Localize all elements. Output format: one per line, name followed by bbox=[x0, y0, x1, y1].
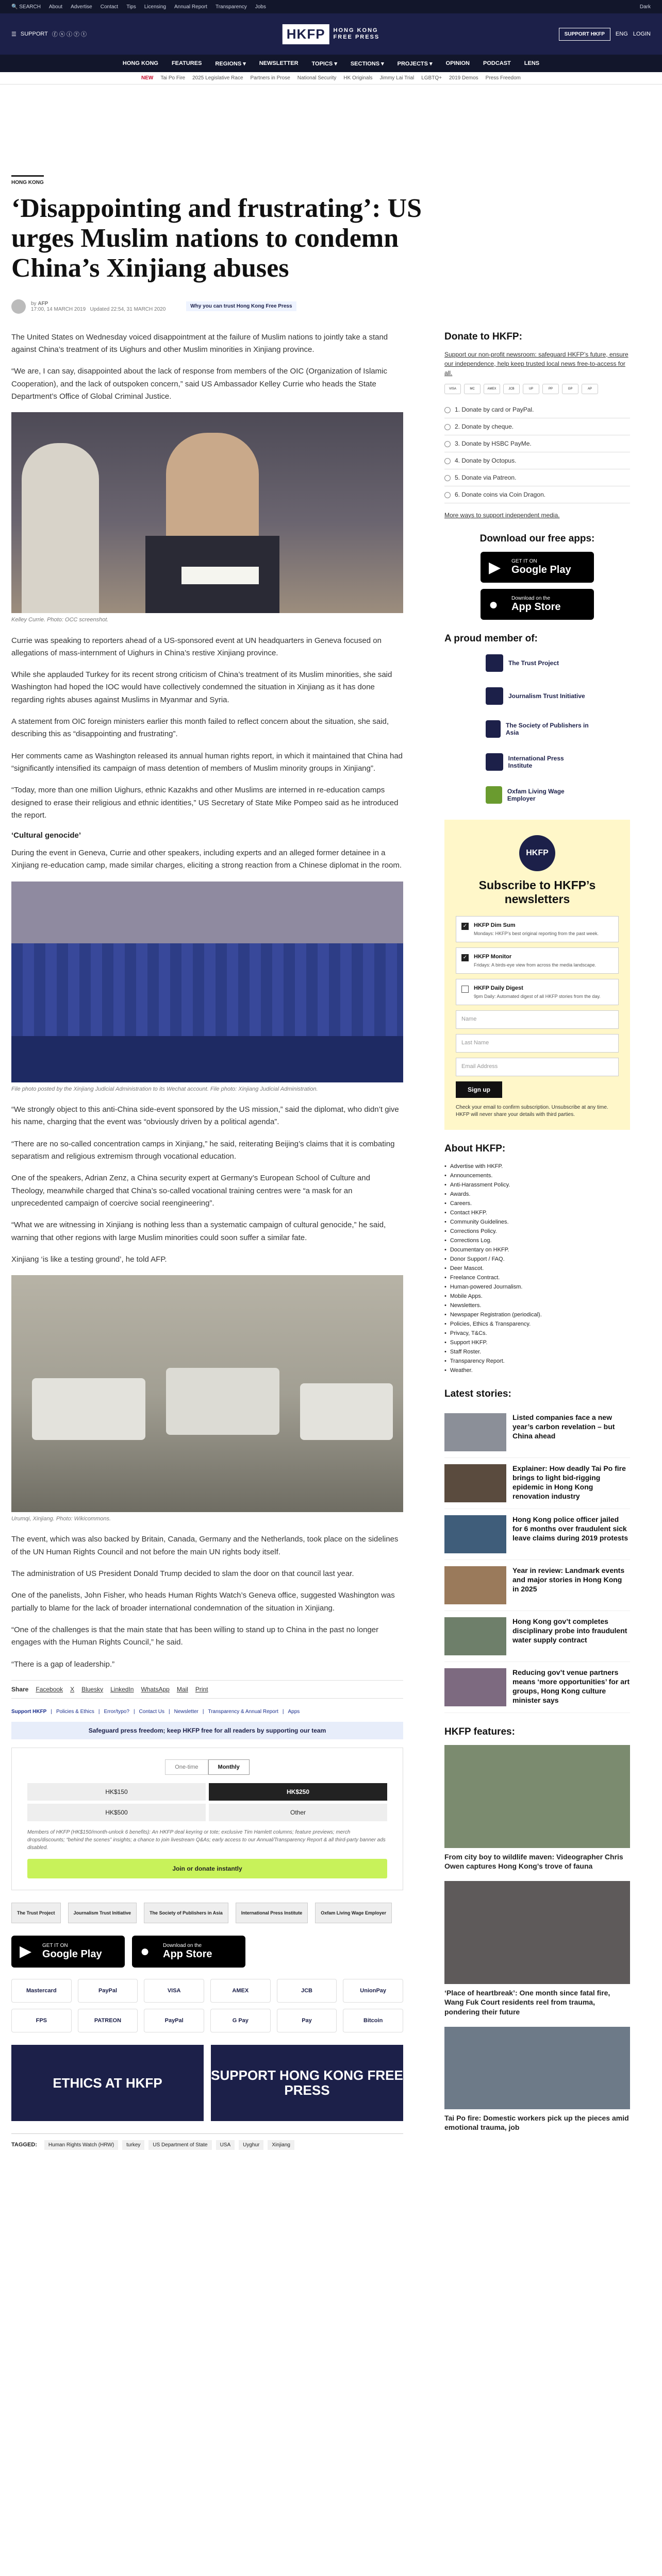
amount-other[interactable]: Other bbox=[209, 1804, 387, 1821]
byline: by AFP 17:00, 14 MARCH 2019 Updated 22:54, 31 MARCH 2020 Why you can trust Hong Kong Free Press bbox=[11, 299, 651, 314]
membership-note: Members of HKFP (HK$150/month-unlock 6 benefits): An HKFP deal keyring or tote; exclusive Tim Hamlett columns; feature previews; merch drops/discounts; “behind the scenes” insights; a chance to join livestream Q&As; early access to our Annual/Transparency Report & all third-party banner ads disabled. bbox=[27, 1829, 386, 1851]
amount-option[interactable]: HK$150 bbox=[27, 1783, 206, 1801]
card-icon: AP bbox=[582, 384, 598, 394]
tag-list bbox=[11, 2133, 403, 2150]
share-x[interactable]: X bbox=[70, 1685, 75, 1693]
site-logo[interactable]: HKFP HONG KONG FREE PRESS bbox=[283, 24, 379, 44]
tag[interactable]: Xinjiang bbox=[268, 2140, 294, 2150]
transparency-link[interactable]: Transparency bbox=[215, 4, 247, 10]
nav-newsletter[interactable]: NEWSLETTER bbox=[259, 60, 299, 66]
trending-link[interactable]: Press Freedom bbox=[485, 75, 521, 81]
ipi-badge[interactable]: International Press Institute bbox=[486, 751, 589, 773]
footer-links: Support HKFP | Policies & Ethics | Error/typo? | Contact Us | Newsletter | Transparency & Annual Report | Apps bbox=[11, 1708, 300, 1715]
story-thumbnail bbox=[444, 1464, 506, 1502]
trust-project-icon bbox=[486, 654, 503, 672]
article-title: ‘Disappointing and frustrating’: US urges Muslim nations to condemn China’s Xinjiang abuses bbox=[11, 194, 422, 283]
play-icon: ▶ bbox=[489, 558, 501, 576]
newsletter-signup bbox=[444, 820, 630, 1130]
story-item[interactable]: Year in review: Landmark events and major stories in Hong Kong in 2025 bbox=[444, 1560, 630, 1611]
updated-date: Updated 22:54, 31 MARCH 2020 bbox=[90, 306, 166, 312]
jti-logo[interactable]: Journalism Trust Initiative bbox=[68, 1903, 137, 1923]
feature-image[interactable] bbox=[444, 2027, 630, 2109]
nav-sections[interactable]: SECTIONS ▾ bbox=[350, 60, 384, 67]
about-link[interactable]: • Documentary on HKFP. bbox=[444, 1245, 630, 1255]
paragraph: “We are, I can say, disappointed about the lack of response from members of the OIC (Organization of Islamic Cooperation), and the lack of outspoken concern,” said US Ambassador Kelley Currie who heads the State Department’s Office of Global Criminal Justice. bbox=[11, 367, 387, 401]
apple-icon: ● bbox=[140, 1942, 150, 1960]
trending-link[interactable]: LGBTQ+ bbox=[421, 75, 442, 81]
support-banner: Safeguard press freedom; keep HKFP free for all readers by supporting our team bbox=[11, 1722, 403, 1739]
member-panel bbox=[444, 633, 630, 806]
sopa-icon bbox=[486, 720, 501, 738]
paragraph: One of the panelists, John Fisher, who heads Human Rights Watch’s Geneva office, suggested Washington was partially to blame for the lack of broader international condemnation of the situation in Xinjiang. bbox=[11, 1591, 395, 1613]
feature-title[interactable]: From city boy to wildlife maven: Videographer Chris Owen captures Hong Kong’s trove of fauna bbox=[444, 1852, 623, 1871]
about-link[interactable]: • Advertise with HKFP. bbox=[444, 1162, 630, 1171]
about-link[interactable]: • Policies, Ethics & Transparency. bbox=[444, 1319, 630, 1329]
about-link[interactable]: • Human-powered Journalism. bbox=[444, 1282, 630, 1292]
donate-option[interactable]: 4. Donate by Octopus. bbox=[444, 452, 630, 469]
support-link[interactable]: Support HKFP bbox=[11, 1708, 47, 1715]
contact-link[interactable]: Contact Us bbox=[139, 1708, 165, 1715]
first-name-input[interactable]: Name bbox=[456, 1010, 619, 1029]
caption: Kelley Currie. Photo: OCC screenshot. bbox=[11, 617, 109, 623]
feature-image[interactable] bbox=[444, 1881, 630, 1984]
about-link[interactable]: • Newsletters. bbox=[444, 1301, 630, 1310]
new-badge: NEW bbox=[141, 75, 154, 81]
feature-image[interactable] bbox=[444, 1745, 630, 1848]
about-link[interactable]: • Newspaper Registration (periodical). bbox=[444, 1310, 630, 1319]
about-link[interactable]: • Donor Support / FAQ. bbox=[444, 1255, 630, 1264]
mastercard-logo: Mastercard bbox=[11, 1979, 72, 2003]
card-icon: JCB bbox=[503, 384, 520, 394]
paragraph: Currie was speaking to reporters ahead of a US-sponsored event at UN headquarters in Geneva focused on allegations of mass-internment of Uighurs in China’s restive Xinjiang province. bbox=[11, 636, 382, 657]
email-input[interactable]: Email Address bbox=[456, 1058, 619, 1076]
donate-heading: Donate to HKFP: bbox=[444, 331, 522, 342]
caption: Urumqi, Xinjiang. Photo: Wikicommons. bbox=[11, 1516, 111, 1522]
jti-icon bbox=[486, 687, 503, 705]
paragraph: While she applauded Turkey for its recent strong criticism of China’s treatment of its Muslim minorities, she said Washington had hoped the IOC would have collectively condemned the situation in Xinjiang as it has done regarding rights abuses against Muslims in Myanmar and Syria. bbox=[11, 670, 392, 704]
tag[interactable]: turkey bbox=[122, 2140, 144, 2150]
donate-option[interactable]: 6. Donate coins via Coin Dragon. bbox=[444, 486, 630, 503]
card-icon: MC bbox=[464, 384, 481, 394]
newsletter-option-digest[interactable]: HKFP Daily Digest 9pm Daily: Automated digest of all HKFP stories from the day. bbox=[456, 979, 619, 1005]
about-link[interactable]: • Mobile Apps. bbox=[444, 1292, 630, 1301]
support-banner-image[interactable]: SUPPORT HONG KONG FREE PRESS bbox=[211, 2045, 403, 2121]
share-label: Share bbox=[11, 1685, 29, 1693]
unionpay-logo: UnionPay bbox=[343, 1979, 403, 2003]
about-link[interactable]: • Corrections Log. bbox=[444, 1236, 630, 1245]
about-heading: About HKFP: bbox=[444, 1143, 506, 1154]
fps-logo: FPS bbox=[11, 2009, 72, 2032]
paragraph: Xinjiang ‘is like a testing ground’, he told AFP. bbox=[11, 1255, 167, 1264]
newsletter-link[interactable]: Newsletter bbox=[174, 1708, 198, 1715]
share-facebook[interactable]: Facebook bbox=[36, 1685, 63, 1693]
paragraph: “There is a gap of leadership.” bbox=[11, 1659, 115, 1669]
paragraph: “One of the challenges is that the main state that has been willing to stand up to China in the past no longer engages with the Human Rights Council,” he said. bbox=[11, 1625, 379, 1647]
paragraph: The event, which was also backed by Britain, Canada, Germany and the Netherlands, took place on the sidelines of the UN Human Rights Council and not before the main UN rights body itself. bbox=[11, 1535, 399, 1556]
nav-topics[interactable]: TOPICS ▾ bbox=[311, 60, 337, 67]
share-bar bbox=[11, 1680, 403, 1699]
features-heading: HKFP features: bbox=[444, 1726, 515, 1737]
hkfp-logo-badge: HKFP bbox=[519, 835, 555, 871]
about-link[interactable]: • Weather. bbox=[444, 1366, 630, 1375]
about-link[interactable]: • Corrections Policy. bbox=[444, 1227, 630, 1236]
author-avatar bbox=[11, 299, 26, 314]
ipi-icon bbox=[486, 753, 503, 771]
tagged-label: TAGGED: bbox=[11, 2142, 37, 2148]
payment-methods bbox=[11, 1979, 403, 2032]
donate-panel bbox=[444, 331, 630, 520]
about-link[interactable]: • Transparency Report. bbox=[444, 1357, 630, 1366]
about-link[interactable]: • Careers. bbox=[444, 1199, 630, 1208]
feature-title[interactable]: Tai Po fire: Domestic workers pick up the pieces amid emotional trauma, job bbox=[444, 2113, 629, 2131]
ad-space bbox=[0, 84, 662, 162]
share-mail[interactable]: Mail bbox=[176, 1685, 188, 1693]
jcb-logo: JCB bbox=[277, 1979, 337, 2003]
monthly-toggle[interactable]: Monthly bbox=[208, 1759, 250, 1775]
about-link[interactable]: • Awards. bbox=[444, 1190, 630, 1199]
masthead-support-link[interactable]: SUPPORT bbox=[20, 31, 48, 37]
share-bluesky[interactable]: Bluesky bbox=[81, 1685, 104, 1693]
sopa-badge[interactable]: The Society of Publishers in Asia bbox=[486, 718, 589, 740]
app-store-buttons bbox=[11, 1936, 403, 1968]
paypal-logo: PayPal bbox=[144, 2009, 204, 2032]
amount-option-selected[interactable]: HK$250 bbox=[209, 1783, 387, 1801]
member-heading: A proud member of: bbox=[444, 633, 538, 644]
paragraph: During the event in Geneva, Currie and other speakers, including experts and an alleged former detainee in a Xinjiang re-education camp, made similar charges, eliciting a strong reaction from a Chinese diplomat in the room. bbox=[11, 849, 402, 870]
figure-currie bbox=[11, 412, 403, 624]
trust-project-logo[interactable]: The Trust Project bbox=[11, 1903, 61, 1923]
paragraph: Her comments came as Washington released its annual human rights report, in which it maintained that China had “significantly intensified its campaign of mass detention of members of Muslim minority groups in Xinjiang”. bbox=[11, 751, 403, 773]
top-utility-bar bbox=[0, 0, 662, 13]
trending-link[interactable]: 2025 Legislative Race bbox=[192, 75, 243, 81]
advertise-link[interactable]: Advertise bbox=[71, 4, 92, 10]
ethics-banner[interactable]: ETHICS AT HKFP bbox=[11, 2045, 204, 2121]
login-link[interactable]: LOGIN bbox=[633, 31, 651, 37]
trending-link[interactable]: 2019 Demos bbox=[449, 75, 478, 81]
visa-logo: VISA bbox=[144, 1979, 204, 2003]
about-link[interactable]: • Staff Roster. bbox=[444, 1347, 630, 1357]
last-name-input[interactable]: Last Name bbox=[456, 1034, 619, 1053]
trending-link[interactable]: Partners in Prose bbox=[250, 75, 290, 81]
social-icons[interactable]: ⓕ ⓧ ⓘ ⓨ ⓣ bbox=[52, 31, 87, 38]
language-select[interactable]: ENG bbox=[615, 31, 628, 37]
bitcoin-logo: Bitcoin bbox=[343, 2009, 403, 2032]
dark-mode-toggle[interactable]: Dark bbox=[639, 4, 651, 10]
tag[interactable]: Human Rights Watch (HRW) bbox=[44, 2140, 118, 2150]
trending-link[interactable]: Jimmy Lai Trial bbox=[379, 75, 415, 81]
play-icon: ▶ bbox=[20, 1942, 32, 1960]
search-link[interactable]: 🔍 SEARCH bbox=[11, 4, 41, 10]
error-link[interactable]: Error/typo? bbox=[104, 1708, 129, 1715]
oxfam-logo[interactable]: Oxfam Living Wage Employer bbox=[315, 1903, 392, 1923]
latest-heading: Latest stories: bbox=[444, 1388, 511, 1399]
ipi-logo[interactable]: International Press Institute bbox=[236, 1903, 308, 1923]
paragraph: “We strongly object to this anti-China side-event sponsored by the US mission,” said the diplomat, who didn’t give his name, charging that the event was “obviously driven by a political agenda”. bbox=[11, 1105, 399, 1127]
donate-widget bbox=[11, 1748, 403, 1890]
about-link[interactable]: • Deer Mascot. bbox=[444, 1264, 630, 1273]
support-hkfp-button[interactable]: SUPPORT HKFP bbox=[559, 28, 610, 41]
card-icon: AMEX bbox=[484, 384, 500, 394]
donate-option[interactable]: 1. Donate by card or PayPal. bbox=[444, 401, 630, 418]
policies-link[interactable]: Policies & Ethics bbox=[56, 1708, 94, 1715]
sidebar-google-play[interactable]: ▶ GET IT ON Google Play bbox=[481, 552, 594, 583]
join-donate-button[interactable]: Join or donate instantly bbox=[27, 1859, 387, 1878]
newsletter-option-dimsum[interactable]: ✓ HKFP Dim Sum Mondays: HKFP’s best original reporting from the past week. bbox=[456, 916, 619, 942]
trending-link[interactable]: National Security bbox=[297, 75, 337, 81]
sidebar bbox=[444, 331, 630, 2150]
contact-link[interactable]: Contact bbox=[100, 4, 119, 10]
tips-link[interactable]: Tips bbox=[126, 4, 136, 10]
figure-urumqi bbox=[11, 1275, 403, 1523]
article-body bbox=[11, 331, 403, 2150]
signup-button[interactable]: Sign up bbox=[456, 1081, 502, 1098]
story-item[interactable]: Hong Kong gov’t completes disciplinary probe into fraudulent water supply contract bbox=[444, 1611, 630, 1662]
donate-intro[interactable]: Support our non-profit newsroom: safeguard HKFP’s future, ensure our independence, help keep trusted local news free-to-access for all. bbox=[444, 350, 628, 377]
card-icon: GP bbox=[562, 384, 578, 394]
feature-title[interactable]: ‘Place of heartbreak’: One month since fatal fire, Wang Fuk Court residents reel from trauma, pondering their future bbox=[444, 1989, 610, 2016]
card-icon: UP bbox=[523, 384, 539, 394]
member-logos-row bbox=[11, 1903, 403, 1923]
annual-report-link[interactable]: Annual Report bbox=[174, 4, 207, 10]
why-trust-link[interactable]: Why you can trust Hong Kong Free Press bbox=[186, 301, 296, 311]
amount-option[interactable]: HK$500 bbox=[27, 1804, 206, 1821]
about-link[interactable]: • Support HKFP. bbox=[444, 1338, 630, 1347]
signup-fineprint: Check your email to confirm subscription. Unsubscribe at any time. HKFP will never share your details with third parties. bbox=[456, 1104, 608, 1117]
story-thumbnail bbox=[444, 1617, 506, 1655]
story-item[interactable]: Explainer: How deadly Tai Po fire brings to light bid-rigging epidemic in Hong Kong renovation industry bbox=[444, 1458, 630, 1509]
paragraph: “Today, more than one million Uighurs, ethnic Kazakhs and other Muslims are interned in re-education camps designed to erase their religious and ethnic identities,” US Secretary of State Mike Pompeo said as he introduced the report. bbox=[11, 786, 399, 820]
card-icon: VISA bbox=[444, 384, 461, 394]
about-link[interactable]: • Announcements. bbox=[444, 1171, 630, 1180]
transparency-link[interactable]: Transparency & Annual Report bbox=[208, 1708, 278, 1715]
about-panel bbox=[444, 1143, 630, 1375]
oxfam-icon bbox=[486, 786, 502, 804]
jti-badge[interactable]: Journalism Trust Initiative bbox=[486, 685, 589, 707]
story-item[interactable]: Listed companies face a new year’s carbon revelation – but China ahead bbox=[444, 1407, 630, 1458]
donate-option[interactable]: 2. Donate by cheque. bbox=[444, 418, 630, 435]
about-link[interactable]: About bbox=[48, 4, 63, 10]
apps-link[interactable]: Apps bbox=[288, 1708, 300, 1715]
story-thumbnail bbox=[444, 1515, 506, 1553]
story-thumbnail bbox=[444, 1566, 506, 1604]
checkbox-checked-icon[interactable]: ✓ bbox=[461, 923, 469, 930]
amex-logo: AMEX bbox=[210, 1979, 271, 2003]
apps-panel bbox=[444, 533, 630, 620]
caption: File photo posted by the Xinjiang Judicial Administration to its Wechat account. File photo: Xinjiang Judicial Administration. bbox=[11, 1086, 318, 1092]
share-linkedin[interactable]: LinkedIn bbox=[110, 1685, 134, 1693]
card-logos bbox=[444, 384, 630, 394]
tag[interactable]: USA bbox=[216, 2140, 235, 2150]
donate-option[interactable]: 5. Donate via Patreon. bbox=[444, 469, 630, 486]
about-link[interactable]: • Privacy, T&Cs. bbox=[444, 1329, 630, 1338]
share-whatsapp[interactable]: WhatsApp bbox=[141, 1685, 170, 1693]
story-thumbnail bbox=[444, 1668, 506, 1706]
paragraph: The administration of US President Donald Trump decided to slam the door on that council last year. bbox=[11, 1569, 354, 1579]
about-link[interactable]: • Freelance Contract. bbox=[444, 1273, 630, 1282]
subheading: ‘Cultural genocide’ bbox=[11, 831, 81, 840]
story-item[interactable]: Hong Kong police officer jailed for 6 months over fraudulent sick leave claims during 2019 protests bbox=[444, 1509, 630, 1560]
sopa-logo[interactable]: The Society of Publishers in Asia bbox=[144, 1903, 228, 1923]
apps-heading: Download our free apps: bbox=[479, 533, 595, 544]
licensing-link[interactable]: Licensing bbox=[144, 4, 167, 10]
nav-podcast[interactable]: PODCAST bbox=[483, 60, 511, 66]
tag[interactable]: US Department of State bbox=[148, 2140, 211, 2150]
checkbox-empty-icon[interactable] bbox=[461, 986, 469, 993]
story-item[interactable]: Reducing gov’t venue partners means ‘more opportunities’ for art groups, Hong Kong culture minister says bbox=[444, 1662, 630, 1713]
paragraph: “There are no so-called concentration camps in Xinjiang,” he said, reiterating Beijing’s claims that it is combating separatism and religious extremism through vocational education. bbox=[11, 1139, 395, 1161]
nav-opinion[interactable]: OPINION bbox=[445, 60, 470, 66]
trust-project-badge[interactable]: The Trust Project bbox=[486, 652, 589, 674]
apple-icon: ● bbox=[489, 596, 499, 613]
jobs-link[interactable]: Jobs bbox=[255, 4, 266, 10]
about-link[interactable]: • Anti-Harassment Policy. bbox=[444, 1180, 630, 1190]
newsletter-heading: Subscribe to HKFP’s newsletters bbox=[478, 878, 596, 906]
nav-features[interactable]: FEATURES bbox=[171, 60, 202, 66]
newsletter-option-monitor[interactable]: ✓ HKFP Monitor Fridays: A birds-eye view from across the media landscape. bbox=[456, 947, 619, 974]
photo-urumqi-vehicles bbox=[11, 1275, 403, 1512]
donate-option[interactable]: 3. Donate by HSBC PayMe. bbox=[444, 435, 630, 452]
trending-bar bbox=[0, 72, 662, 84]
paragraph: One of the speakers, Adrian Zenz, a China security expert at Germany’s European School of Culture and Theology, meanwhile charged that China’s so-called vocational training centres were “a mask for an unprecedented campaign of coercive social reengineering”. bbox=[11, 1174, 370, 1208]
sidebar-app-store[interactable]: ● Download on the App Store bbox=[481, 589, 594, 620]
figure-detainees bbox=[11, 882, 403, 1093]
card-icon: PP bbox=[542, 384, 559, 394]
nav-lens[interactable]: LENS bbox=[524, 60, 540, 66]
photo-kelley-currie bbox=[11, 412, 403, 613]
masthead bbox=[0, 13, 662, 55]
oxfam-badge[interactable]: Oxfam Living Wage Employer bbox=[486, 784, 589, 806]
patreon-logo: PATREON bbox=[78, 2009, 138, 2032]
promo-banners bbox=[11, 2045, 403, 2121]
gpay-logo: G Pay bbox=[210, 2009, 271, 2032]
tag[interactable]: Uyghur bbox=[239, 2140, 263, 2150]
features-panel bbox=[444, 1726, 630, 2132]
paragraph: A statement from OIC foreign ministers earlier this month failed to reflect concern about the situation, she said, describing this as “disappointing and frustrating”. bbox=[11, 717, 389, 739]
nav-regions[interactable]: REGIONS ▾ bbox=[215, 60, 246, 67]
app-store-button[interactable]: ● Download on the App Store bbox=[132, 1936, 245, 1968]
paypal-logo: PayPal bbox=[78, 1979, 138, 2003]
publish-date: 17:00, 14 MARCH 2019 bbox=[31, 306, 86, 312]
trending-link[interactable]: HK Originals bbox=[343, 75, 373, 81]
story-thumbnail bbox=[444, 1413, 506, 1451]
google-play-button[interactable]: ▶ GET IT ON Google Play bbox=[11, 1936, 125, 1968]
author-name[interactable]: AFP bbox=[38, 300, 48, 307]
main-nav bbox=[0, 55, 662, 72]
trending-link[interactable]: Tai Po Fire bbox=[160, 75, 186, 81]
applepay-logo: Pay bbox=[277, 2009, 337, 2032]
paragraph: The United States on Wednesday voiced disappointment at the failure of Muslim nations to jointly take a stand against China’s treatment of its Uighurs and other Muslim minorities in Xinjiang province. bbox=[11, 332, 388, 354]
about-link[interactable]: • Community Guidelines. bbox=[444, 1217, 630, 1227]
nav-projects[interactable]: PROJECTS ▾ bbox=[397, 60, 433, 67]
category-label[interactable]: HONG KONG bbox=[11, 175, 44, 185]
more-ways-link[interactable]: More ways to support independent media. bbox=[444, 511, 560, 519]
nav-hong-kong[interactable]: HONG KONG bbox=[122, 60, 158, 66]
checkbox-checked-icon[interactable]: ✓ bbox=[461, 954, 469, 961]
about-link[interactable]: • Contact HKFP. bbox=[444, 1208, 630, 1217]
print-link[interactable]: Print bbox=[195, 1685, 208, 1693]
paragraph: “What we are witnessing in Xinjiang is nothing less than a systematic campaign of cultural genocide,” he said, warning that other regions with large Muslim minorities could soon suffer a similar fate. bbox=[11, 1221, 386, 1242]
one-time-toggle[interactable]: One-time bbox=[165, 1759, 208, 1775]
hamburger-icon[interactable]: ☰ bbox=[11, 31, 16, 38]
photo-xinjiang-detainees bbox=[11, 882, 403, 1082]
latest-stories bbox=[444, 1388, 630, 1713]
